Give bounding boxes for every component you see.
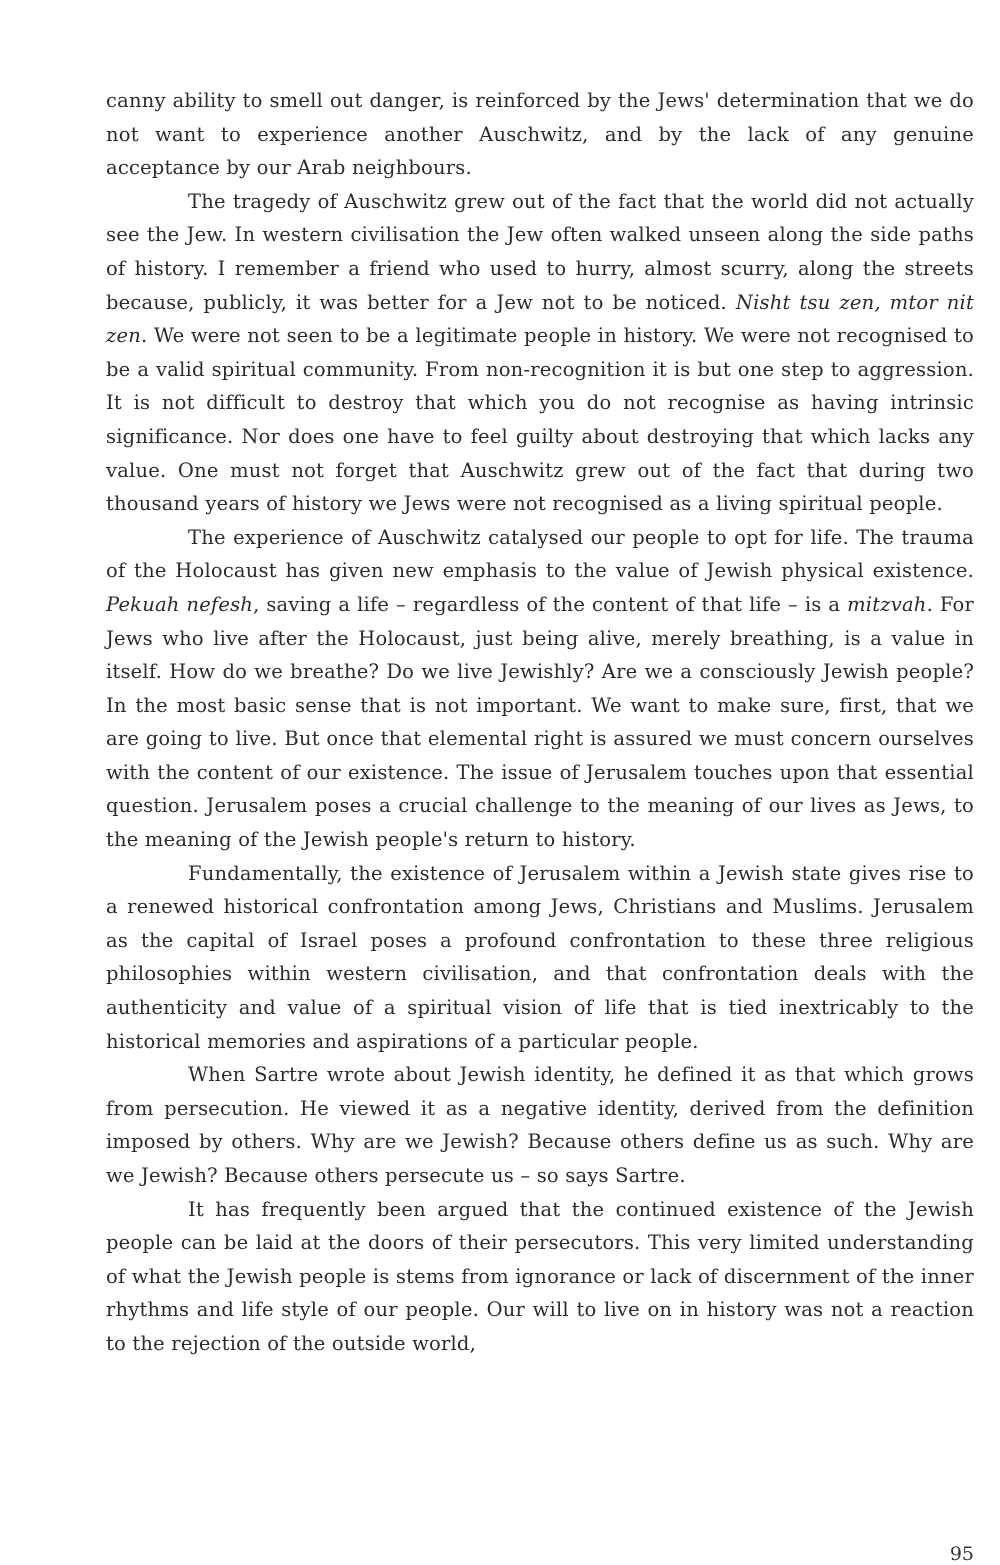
paragraph-text: The experience of Auschwitz catalysed our people to opt for life. The trauma of the Holocaust has given new emphasis to the value of Jewish physical existence. [106,525,974,583]
paragraph-text: Fundamentally, the existence of Jerusalem within a Jewish state gives rise to a renewed historical confrontation among Jews, Christians and Muslims. Jerusalem as the capital of Israel poses a profound confrontation to these three religious philosophies within western civilisation, and that confrontation deals with the authenticity and value of a spiritual vision of life that is tied inextricably to the historical memories and aspirations of a particular people. [106,861,974,1053]
paragraph [106,1058,974,1192]
paragraph [106,185,974,521]
paragraph [106,1193,974,1361]
yiddish-phrase: Nisht tsu zen, mtor nit zen [106,290,974,348]
paragraph-text: When Sartre wrote about Jewish identity, he defined it as that which grows from persecution. He viewed it as a negative identity, derived from the definition imposed by others. Why are we Jewish? Because others define us as such. Why are we Jewish? Because others persecute us – so says Sartre. [106,1063,974,1187]
paragraph [106,857,974,1059]
page-number: 95 [949,1543,974,1565]
hebrew-term: Pekuah nefesh [106,592,254,616]
document-page [106,84,974,1361]
paragraph [106,84,974,185]
paragraph [106,521,974,857]
paragraph-text: It has frequently been argued that the continued existence of the Jewish people can be laid at the doors of their persecutors. This very limited understanding of what the Jewish people is stems from ignorance or lack of discernment of the inner rhythms and life style of our people. Our will to live on in history was not a reaction to the rejection of the outside world, [106,1197,974,1355]
paragraph-text: canny ability to smell out danger, is reinforced by the Jews' determination that we do not want to experience another Auschwitz, and by the lack of any genuine acceptance by our Arab neighbours. [106,89,974,180]
paragraph-text: . For Jews who live after the Holocaust, just being alive, merely breathing, is a value in itself. How do we breathe? Do we live Jewishly? Are we a consciously Jewish people? In the most basic sense that is not important. We want to make sure, first, that we are going to live. But once that elemental right is assured we must concern ourselves with the content of our existence. The issue of Jerusalem touches upon that essential question. Jerusalem poses a crucial challenge to the meaning of our lives as Jews, to the meaning of the Jewish people's return to history. [106,592,974,852]
paragraph-text: The tragedy of Auschwitz grew out of the fact that the world did not actually see the Jew. In western civilisation the Jew often walked unseen along the side paths of history. I remember a friend who used to hurry, almost scurry, along the streets because, publicly, it was better for a Jew not to be noticed. [106,189,974,314]
hebrew-term: mitzvah [847,592,927,616]
paragraph-text: . We were not seen to be a legitimate people in history. We were not recognised to be a valid spiritual community. From non-recognition it is but one step to aggression. It is not difficult to destroy that which you do not recognise as having intrinsic significance. Nor does one have to feel guilty about destroying that which lacks any value. One must not forget that Auschwitz grew out of the fact that during two thousand years of history we Jews were not recognised as a living spiritual people. [106,324,974,516]
paragraph-text: , saving a life – regardless of the content of that life – is a [253,592,848,616]
